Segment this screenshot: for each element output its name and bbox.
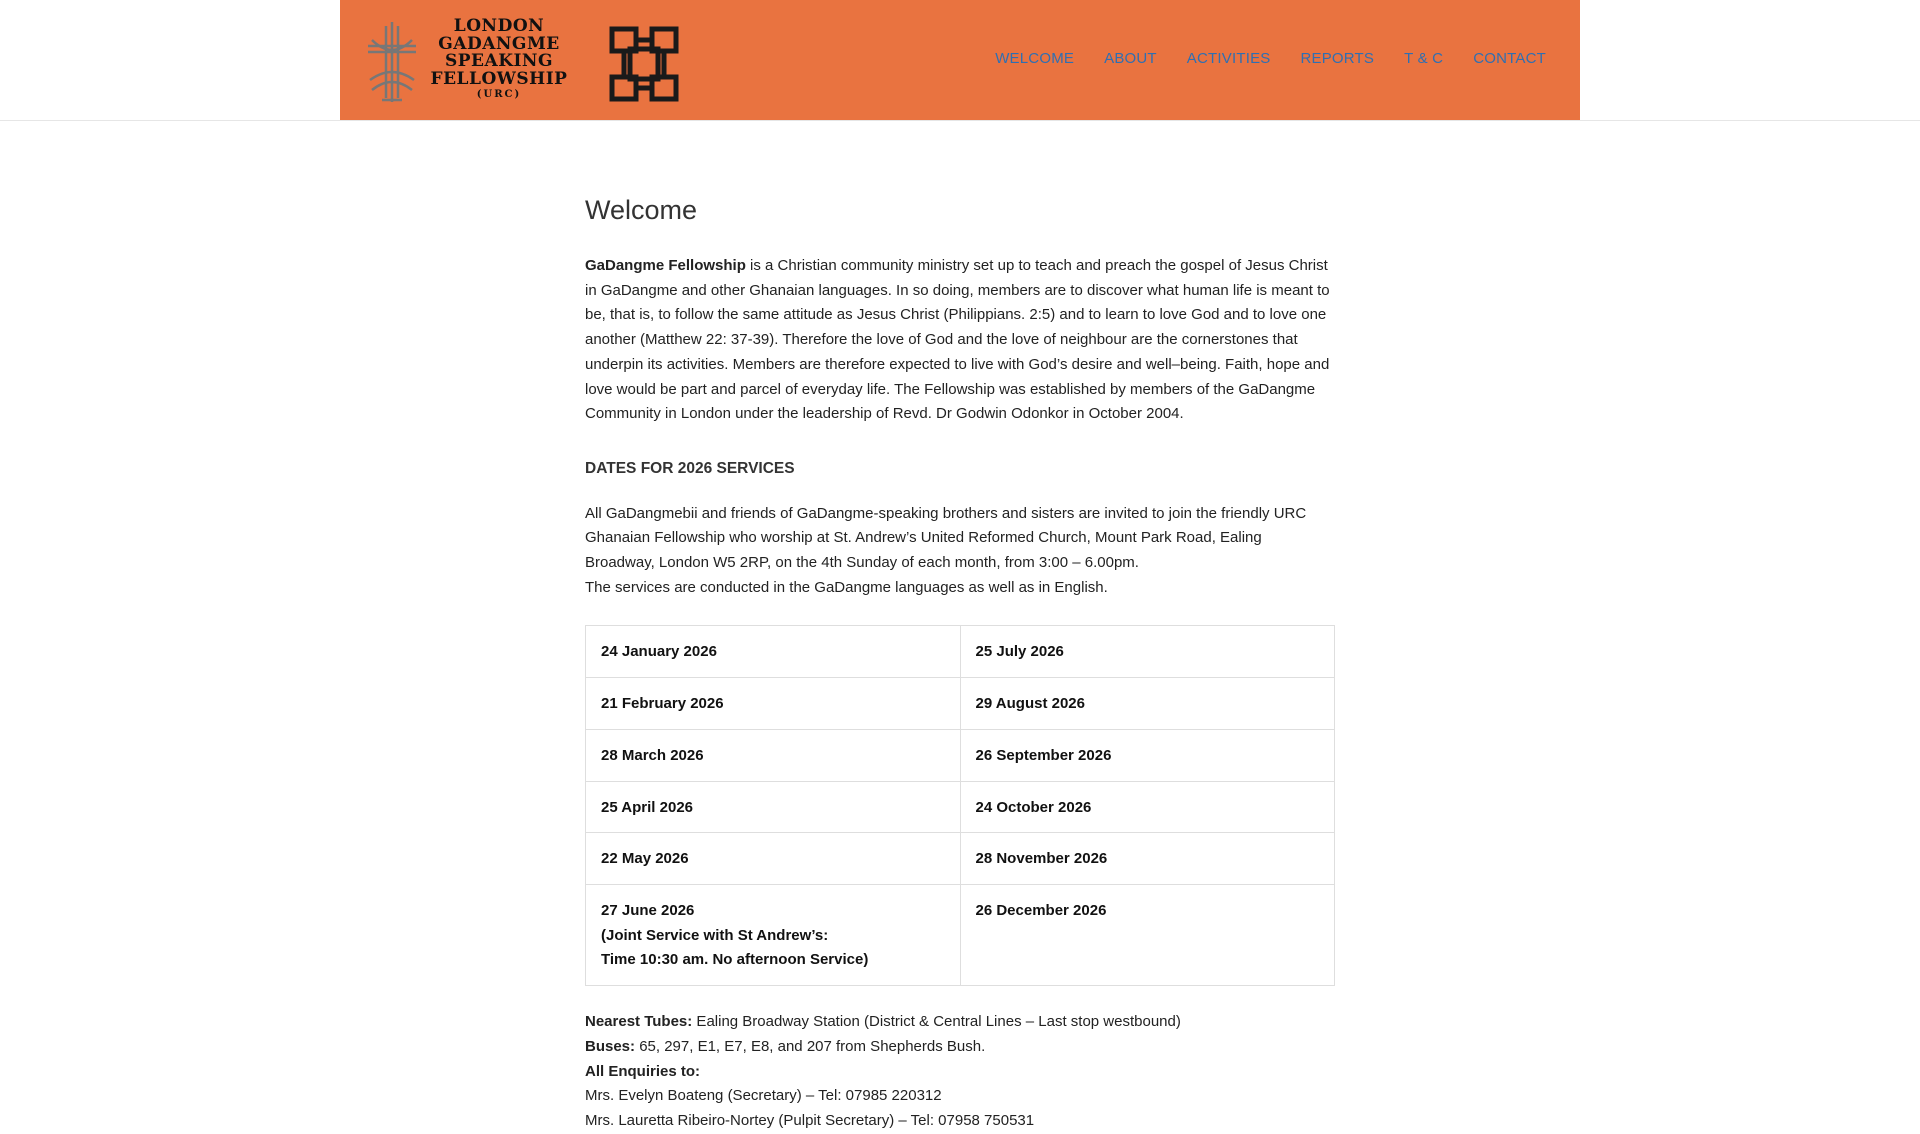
logo-text xyxy=(424,18,574,102)
date-cell: 26 December 2026 xyxy=(960,884,1335,985)
date-cell: 25 April 2026 xyxy=(586,781,961,833)
intro-paragraph xyxy=(585,254,1335,427)
service-info xyxy=(585,502,1335,601)
nav-welcome[interactable]: WELCOME xyxy=(995,50,1075,67)
date-cell xyxy=(586,884,961,985)
joint-service-date: 27 June 2026 xyxy=(601,901,695,919)
date-cell: 24 January 2026 xyxy=(586,626,961,678)
date-cell: 28 November 2026 xyxy=(960,833,1335,885)
table-row xyxy=(586,729,1335,781)
travel-contact-info xyxy=(585,1010,1335,1134)
dates-heading: DATES FOR 2026 SERVICES xyxy=(585,459,795,477)
service-info-text: All GaDangmebii and friends of GaDangme-speaking brothers and sisters are invited to join the friendly URC Ghanaian Fellowship who worship at St. Andrew’s United Reformed Church, Mount Park Road, Ealing Broadway, London W5 2RP, on the 4th Sunday of each month, from 3:00 – 6.00pm. xyxy=(585,504,1307,572)
header-divider xyxy=(0,120,1920,121)
main-content xyxy=(585,195,1335,1134)
nav-reports[interactable]: REPORTS xyxy=(1300,50,1375,67)
logo-line: FELLOWSHIP xyxy=(430,68,568,89)
page-title: Welcome xyxy=(585,195,698,225)
nav-terms[interactable]: T & C xyxy=(1404,50,1444,67)
site-logo[interactable] xyxy=(362,16,662,106)
logo-line: LONDON xyxy=(453,16,545,36)
date-cell: 22 May 2026 xyxy=(586,833,961,885)
logo-line: (URC) xyxy=(476,89,522,100)
table-row xyxy=(586,781,1335,833)
joint-service-time: Time 10:30 am. No afternoon Service) xyxy=(601,951,869,969)
date-cell: 28 March 2026 xyxy=(586,729,961,781)
date-cell: 25 July 2026 xyxy=(960,626,1335,678)
nav-contact[interactable]: CONTACT xyxy=(1473,50,1546,67)
buses-line xyxy=(585,1035,1335,1060)
nav-activities[interactable]: ACTIVITIES xyxy=(1186,50,1271,67)
nav-about[interactable]: ABOUT xyxy=(1104,50,1157,67)
service-language-text: The services are conducted in the GaDangme languages as well as in English. xyxy=(585,578,1108,596)
main-nav xyxy=(995,50,1546,67)
cross-icon xyxy=(362,20,422,104)
table-row xyxy=(586,678,1335,730)
date-cell: 21 February 2026 xyxy=(586,678,961,730)
site-header xyxy=(340,0,1580,120)
intro-text: is a Christian community ministry set up to teach and preach the gospel of Jesus Christ in GaDangme and other Ghanaian languages. In so doing, members are to discover what human life is meant to be, that is, to follow the same attitude as Jesus Christ (Philippians. 2:5) and to learn to love God and to love one another (Matthew 22: 37-39). Therefore the love of God and the love of neighbour are the cornerstones that underpin its activities. Members are therefore expected to live with God’s desire and well–being. Faith, hope and love would be part and parcel of everyday life. The Fellowship was established by members of the GaDangme Community in London under the leadership of Revd. Dr Godwin Odonkor in October 2004. xyxy=(585,257,1330,423)
joint-service-note: (Joint Service with St Andrew’s: xyxy=(601,926,829,944)
date-cell: 24 October 2026 xyxy=(960,781,1335,833)
date-cell: 26 September 2026 xyxy=(960,729,1335,781)
date-cell: 29 August 2026 xyxy=(960,678,1335,730)
buses-label: Buses: xyxy=(585,1037,636,1055)
contact-pulpit-secretary: Mrs. Lauretta Ribeiro-Nortey (Pulpit Secretary) – Tel: 07958 750531 xyxy=(585,1112,1035,1130)
buses-text: 65, 297, E1, E7, E8, and 207 from Shepherds Bush. xyxy=(635,1037,986,1055)
tubes-line xyxy=(585,1010,1335,1035)
tubes-text: Ealing Broadway Station (District & Central Lines – Last stop westbound) xyxy=(692,1013,1181,1031)
contact-secretary: Mrs. Evelyn Boateng (Secretary) – Tel: 07985 220312 xyxy=(585,1087,942,1105)
logo-line: GADANGME xyxy=(438,33,560,54)
table-row xyxy=(586,833,1335,885)
adinkra-knot-icon xyxy=(608,25,680,103)
tubes-label: Nearest Tubes: xyxy=(585,1013,693,1031)
enquiries-label xyxy=(585,1060,1335,1085)
service-dates-table xyxy=(585,625,1335,986)
logo-line: SPEAKING xyxy=(445,51,553,71)
intro-bold: GaDangme Fellowship xyxy=(585,257,746,274)
table-row xyxy=(586,884,1335,985)
table-row xyxy=(586,626,1335,678)
enquiries-label-text: All Enquiries to: xyxy=(585,1062,701,1080)
